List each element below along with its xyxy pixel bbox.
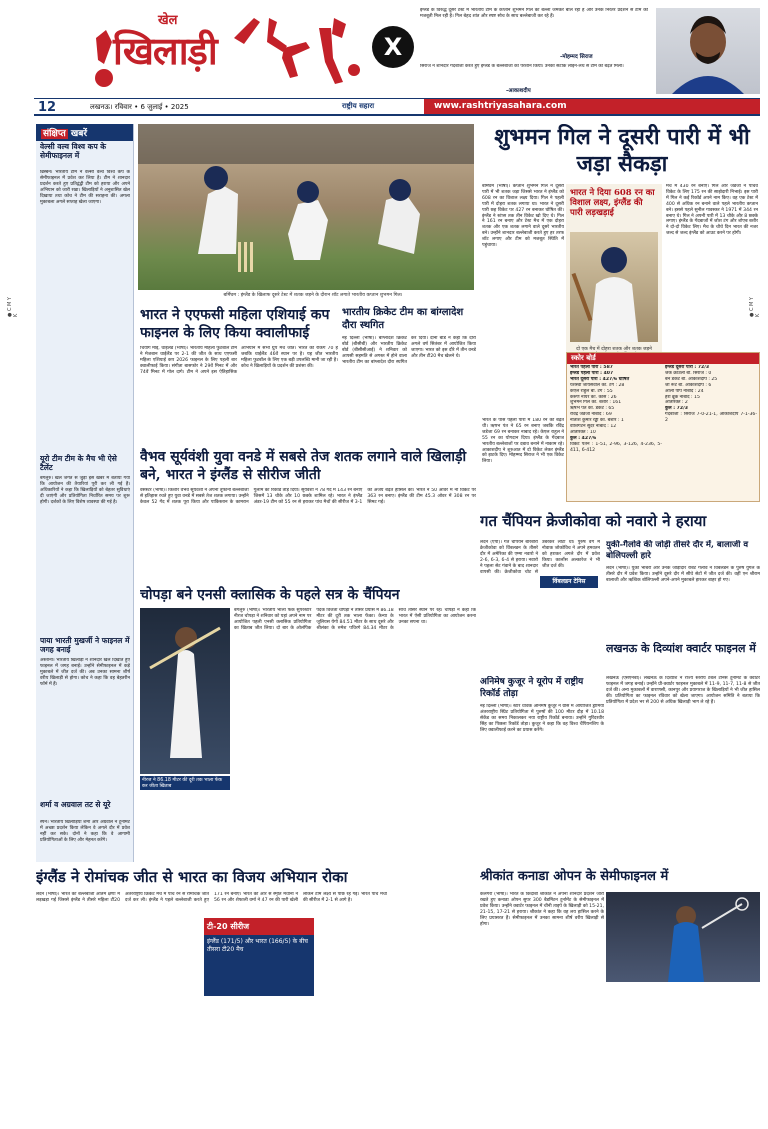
score-row: अतिरिक्त : 10 xyxy=(570,429,596,435)
registration-mark-left: ● C M Y K xyxy=(7,297,19,317)
score-row: गेंदबाजी : सिराज 7-0-21-1, आकाशदीप 7-1-36-2 xyxy=(665,412,757,424)
lead-body-2: भारत के पास पहली पारी में 180 रन की बढ़त थी। ऋषभ पंत ने 65 रन बनाए जबकि रविंद्र जडेजा 69 रन बनाकर नाबाद रहे। केएल राहुल ने 55 रन का योगदान दिया। इंग्लैंड के गेंदबाज भारतीय बल्लेबाजों पर दबाव बनाने में नाकाम रहे। आकाशदीप ने शुरुआत में दो विकेट लेकर इंग्लैंड को झटके दिए। मोहम्मद सिराज ने भी एक विकेट लिया। xyxy=(482,418,564,465)
masthead xyxy=(0,0,768,98)
quote-siraj: सिराज ने शानदार गेंदबाजी करते हुए इंग्लैंड के बल्लेबाजों को परेशान किया। उनकी सटीक लाइन-लेंथ से टीम को बढ़त मिली। xyxy=(420,64,624,69)
scoreboard-right xyxy=(665,365,757,424)
brief-body-1: ब्रिस्बेन। भारतीय टीम ने वेल्सी वल्व विश्व कप के सेमीफाइनल में प्रवेश कर लिया है। टीम ने शानदार प्रदर्शन करते हुए प्रतिद्वंद्वी टीम को हराया और अपने अभियान को जारी रखा। खिलाड़ियों ने अनुशासित खेल दिखाया तथा कोच ने टीम की सराहना की। अगला मुकाबला अगले सप्ताह खेला जाएगा। xyxy=(40,170,130,205)
score-row: इंग्लैंड दूसरी पारी : 72/3 xyxy=(665,365,710,370)
quote-author-1: -मोहम्मद सिराज xyxy=(560,54,593,60)
vaibhav-body: वर्सेस्टर (भाषा)। किशोर वैभव सूर्यवंशी ने अपनी तूफानी बल्लेबाजी से इतिहास रचते हुए युवा वनडे में सबसे तेज शतक लगाया। उन्होंने केवल 52 गेंद में शतक पूरा किया और पाकिस्तान के कामरान गुलाम का रिकॉर्ड तोड़ दिया। सूर्यवंशी ने 78 गेंद में 143 रन बनाए जिसमें 13 चौके और 10 छक्के शामिल रहे। भारत ने इंग्लैंड अंडर-19 टीम को 55 रन से हराकर पांच मैचों की सीरीज में 3-1 की अजेय बढ़त हासिल की। भारत ने 50 ओवर में नौ विकेट पर 363 रन बनाए। इंग्लैंड की टीम 45.3 ओवर में 308 रन पर सिमट गई। xyxy=(140,488,476,505)
srikanth-body: कैलगरी (भाषा)। भारत के किदांबी श्रीकांत ने अपना शानदार प्रदर्शन जारी रखते हुए कनाडा ओपन सुपर 300 बैडमिंटन टूर्नामेंट के सेमीफाइनल में प्रवेश किया। उन्होंने क्वार्टर फाइनल में चीनी ताइपे के खिलाड़ी को 15-21, 21-15, 17-21 से हराया। श्रीकांत ने कहा कि वह लय हासिल करने के लिए प्रयासरत हैं। सेमीफाइनल में उनका सामना शीर्ष वरीय खिलाड़ी से होगा। xyxy=(480,892,604,927)
score-row: भारत दूसरी पारी : 427/6 घोषित xyxy=(570,376,630,382)
gill-photo-caption: दो एक मैच में दोहरा शतक और शतक जड़ने xyxy=(576,347,652,352)
lead-photo-caption: बर्मिंघम : इंग्लैंड के खिलाफ दूसरे टेस्ट में शतक जड़ने के दौरान शॉट लगाते भारतीय कप्तान शुभमन गिल। xyxy=(223,293,403,298)
chopra-headline: चोपड़ा बने एनसी क्लासिक के पहले सत्र के चैंपियन xyxy=(140,587,400,603)
t20-box-text: इंग्लैंड (171/5) और भारत (166/5) के बीच तीसरा टी20 मैच xyxy=(207,938,308,953)
scoreboard xyxy=(566,352,760,502)
score-row: करुण नायर का. कार्स : 26 xyxy=(570,394,617,400)
score-row: कुल : 427/6 xyxy=(570,435,597,441)
publisher-logo: राष्ट्रीय सहारा xyxy=(342,102,375,110)
score-row: अतिरिक्त : 2 xyxy=(665,400,688,406)
quote-gill: इंग्लैंड के विरुद्ध दूसरे टेस्ट में भारतीय टीम के कप्तान शुभमन गिल का बल्ला जमकर बोल रहा है और उनके निरंतर प्रदर्शन से टीम को मजबूती मिल रही है। गिल बेहद शांत और स्पष्ट सोच के साथ बल्लेबाजी कर रहे हैं। xyxy=(420,8,648,19)
score-row: यशस्वी जायसवाल का. टंग : 28 xyxy=(570,382,625,388)
date-line: लखनऊ। रविवार • 6 जुलाई • 2025 xyxy=(90,103,189,111)
score-row: नीतीश कुमार रेड्डी का. बशीर : 1 xyxy=(570,418,624,424)
brief-column xyxy=(36,124,134,862)
quali-body: चियांग माई, थाईलैंड (भाषा)। भारतीय महिला फुटबॉल टीम ने मेजबान थाईलैंड पर 2-1 की जीत के साथ एएफसी महिला एशियाई कप 2026 फाइनल के लिए पहली बार क्वालीफाई किया। संगीता बासफोर ने 29वें मिनट में और 74वें मिनट में गोल दागे। टीम ने अपने इस ऐतिहासिक अभियान में सभी ग्रुप मैच जीते। भारत की रैंकिंग 70 है जबकि थाईलैंड 46वें स्थान पर है। यह जीत भारतीय महिला फुटबॉल के लिए एक बड़ी उपलब्धि मानी जा रही है। कोच ने खिलाड़ियों के प्रदर्शन की प्रशंसा की। xyxy=(140,346,338,375)
lead-body-1: बर्मिंघम (भाषा)। कप्तान शुभमन गिल ने दूसरी पारी में भी शतक जड़ा जिससे भारत ने इंग्लैंड को 608 रन का विशाल लक्ष्य दिया। गिल ने पहली पारी में दोहरा शतक लगाया था। भारत ने दूसरी पारी छह विकेट पर 427 रन बनाकर घोषित की। इंग्लैंड ने स्टंप्स तक तीन विकेट खो दिए थे। गिल ने 161 रन बनाए और टेस्ट मैच में एक दोहरा शतक और एक शतक लगाने वाले दूसरे भारतीय बने। उन्होंने शानदार बल्लेबाजी करते हुए हर तरफ शॉट लगाए और टीम को मजबूत स्थिति में पहुंचाया। xyxy=(482,184,564,249)
score-row: जो रूट बो. आकाशदीप : 6 xyxy=(665,382,712,388)
scoreboard-title: स्कोर बोर्ड xyxy=(567,353,759,364)
brief-body-4: स्पेन। भारतीय खिलाड़ियों शर्मा और अग्रवाल ने टूर्नामेंट में अच्छा प्रदर्शन किया लेकिन वे अगले दौर में प्रवेश नहीं कर सके। दोनों ने कहा कि वे आगामी प्रतियोगिताओं के लिए और मेहनत करेंगे। xyxy=(40,820,130,843)
website-box xyxy=(424,99,760,114)
score-row: विकेट पतन : 1-51, 2-96, 3-126, 4-236, 5-411, 6-412 xyxy=(570,441,662,453)
website-url: www.rashtriyasahara.com xyxy=(434,101,567,111)
score-row: बेन डकेट बो. आकाशदीप : 25 xyxy=(665,376,718,382)
lead-headline: शुभमन गिल ने दूसरी पारी में भी जड़ा सैकड़ा xyxy=(494,124,750,177)
score-row: शुभमन गिल का. बशीर : 161 xyxy=(570,400,622,406)
chopra-body: बेंगलुरु (भाषा)। भारतीय भाला फेंक सुपरस्टार नीरज चोपड़ा ने शनिवार को यहां अपने नाम पर आयोजित पहली एनसी क्लासिक प्रतियोगिता का खिताब जीत लिया। दो बार के ओलंपिक पदक विजेता चोपड़ा ने तीसरे प्रयास में 86.18 मीटर की दूरी तक भाला फेंका। केन्या के जूलियस येगो 84.51 मीटर के साथ दूसरे और श्रीलंका के रुमेश पथिरगे 84.34 मीटर के साथ तीसरे स्थान पर रहे। चोपड़ा ने कहा कि भारत में ऐसी प्रतियोगिता का आयोजन करना उनका सपना था। xyxy=(234,608,476,631)
registration-mark-right: ● C M Y K xyxy=(749,297,761,317)
score-row: रविंद्र जडेजा नाबाद : 69 xyxy=(570,412,612,418)
scoreboard-left xyxy=(570,365,662,454)
yuki-headline: युकी-गैलोवे की जोड़ी तीसरे दौर में, बालाजी व बोलिपल्ली हारे xyxy=(606,540,749,561)
quali-headline: भारत ने एएफसी महिला एशियाई कप फाइनल के लिए किया क्वालीफाई xyxy=(140,307,330,341)
player-portrait xyxy=(656,8,760,94)
brand-title: खिलाड़ी xyxy=(113,28,217,73)
brief-title-3: पाया भारती मुखर्जी ने फाइनल में जगह बनाई xyxy=(40,636,130,654)
kujur-body: नई दिल्ली (भाषा)। स्टार धावक अनिमेष कुजूर ने ग्रीस में आयोजित ड्रोमिया अंतरराष्ट्रीय स्प्रिंट प्रतियोगिता में पुरुषों की 100 मीटर दौड़ में 10.18 सेकेंड का समय निकालकर नया राष्ट्रीय रिकॉर्ड बनाया। उन्होंने गुरिंदरवीर सिंह का पिछला रिकॉर्ड तोड़ा। कुजूर ने कहा कि वह विश्व चैंपियनशिप के लिए क्वालीफाई करने का प्रयास करेंगे। xyxy=(480,704,604,733)
srikanth-photo xyxy=(606,892,760,982)
srikanth-headline: श्रीकांत कनाडा ओपन के सेमीफाइनल में xyxy=(480,869,669,884)
navarro-headline: गत चैंपियन क्रेजीकोवा को नवारो ने हराया xyxy=(480,512,707,530)
brief-tag-a: संक्षिप्त xyxy=(43,129,66,139)
brief-title-2: यूरो टीम टीम के मैच भी ऐसे टैलेंट xyxy=(40,454,117,472)
yuki-body: लंदन (भाषा)। युकी भांबरी और उनके जोड़ीदार रॉबर्ट गैलोवे ने विंबलडन के पुरुष युगल के तीसरे दौर में प्रवेश किया। उन्होंने दूसरे दौर में सीधे सेटों में जीत दर्ज की। वहीं एन श्रीराम बालाजी और ऋत्विक बोलिपल्ली अपने-अपने मुकाबले हारकर बाहर हो गए। xyxy=(606,566,760,583)
brief-title-4: शर्मा व अग्रवाल तट से यूरे xyxy=(40,800,111,809)
score-row: हैरी ब्रूक नाबाद : 15 xyxy=(665,394,700,400)
vaibhav-headline: वैभव सूर्यवंशी युवा वनडे में सबसे तेज शतक लगाने वाले खिलाड़ी बने, भारत ने इंग्लैंड से सीरीज जीती xyxy=(140,449,467,483)
brand-small: खेल xyxy=(158,13,178,28)
gill-photo xyxy=(570,232,658,342)
t20-box-title: टी-20 सीरीज xyxy=(204,918,314,935)
score-row: ओली पोप नाबाद : 24 xyxy=(665,388,704,394)
t20-box xyxy=(204,918,314,996)
lucknow-headline: लखनऊ के दिव्यांश क्वार्टर फाइनल में xyxy=(606,642,756,655)
score-row: कुल : 72/3 xyxy=(665,406,688,412)
score-row: वाशिंगटन सुंदर नाबाद : 12 xyxy=(570,424,617,430)
bottom-body: लंदन (भाषा)। भारत की बल्लेबाजी अंतिम क्षणों में लड़खड़ा गई जिससे इंग्लैंड ने तीसरे महिला टी20 अंतरराष्ट्रीय क्रिकेट मैच में पांच रन से रोमांचक जीत दर्ज कर ली। इंग्लैंड ने पहले बल्लेबाजी करते हुए 171 रन बनाए। भारत की ओर से स्मृति मंधाना ने 56 रन और शेफाली वर्मा ने 47 रन की पारी खेली लेकिन टीम लक्ष्य से पीछे रह गई। भारत पांच मैचों की सीरीज में 2-1 से आगे है। xyxy=(36,892,387,903)
lead-right-column: मैच में 430 रन बनाए। गिल और जडेजा ने पांचवें विकेट के लिए 175 रन की साझेदारी निभाई। इस पारी में गिल ने कई रिकॉर्ड अपने नाम किए। वह एक टेस्ट में 400 से अधिक रन बनाने वाले पहले भारतीय कप्तान बने। इससे पहले सुनील गावस्कर ने 1971 में 344 रन बनाए थे। गिल ने अपनी पारी में 13 चौके और 8 छक्के लगाए। इंग्लैंड के गेंदबाजों में जोश टंग और शोएब बशीर ने दो-दो विकेट लिए। मैच के चौथे दिन भारत की नजर जल्द से जल्द इंग्लैंड को आउट करने पर होगी। xyxy=(666,184,758,237)
x-logo-circle xyxy=(372,26,414,68)
header-bar xyxy=(34,98,760,116)
lead-photo xyxy=(138,124,474,290)
score-row: जैक क्रॉउली बो. सिराज : 0 xyxy=(665,370,712,376)
lead-inset-title: भारत ने दिया 608 रन का विशाल लक्ष्य, इंग्लैंड की पारी लड़खड़ाई xyxy=(570,188,655,218)
score-row: इंग्लैंड पहली पारी : 407 xyxy=(570,370,614,376)
brief-body-3: अस्ताना। भारतीय खिलाड़ी ने शानदार खेल दिखाते हुए फाइनल में जगह बनाई। उन्होंने सेमीफाइनल में कड़े मुकाबले में जीत दर्ज की। अब उनका सामना शीर्ष वरीय खिलाड़ी से होगा। कोच ने कहा कि वह बेहतरीन फॉर्म में हैं। xyxy=(40,658,130,687)
lucknow-body: लखनऊ (एसएनबी)। लखनऊ के दिव्यांश ने राज्य स्तरीय टेबल टेनिस टूर्नामेंट के क्वार्टर फाइनल में जगह बनाई। उन्होंने प्री-क्वार्टर फाइनल मुकाबले में 11-9, 11-7, 11-8 से जीत दर्ज की। अन्य मुकाबलों में वाराणसी, कानपुर और प्रयागराज के खिलाड़ियों ने भी जीत हासिल की। प्रतियोगिता का फाइनल रविवार को खेला जाएगा। आयोजन समिति ने बताया कि प्रतियोगिता में प्रदेश भर से 200 से अधिक खिलाड़ी भाग ले रहे हैं। xyxy=(606,676,760,705)
bottom-headline: इंग्लैंड ने रोमांचक जीत से भारत का विजय अभियान रोका xyxy=(36,868,348,886)
bangla-headline: भारतीय क्रिकेट टीम का बांग्लादेश दौरा स्थगित xyxy=(342,307,464,331)
brief-title-1: वेल्सी वल्व विश्व कप के सेमीफाइनल में xyxy=(40,142,107,160)
score-row: केएल राहुल बो. टंग : 55 xyxy=(570,388,613,394)
score-row: भारत पहली पारी : 587 xyxy=(570,365,613,370)
quote-author-2: -आकाशदीप xyxy=(506,88,531,94)
chopra-photo-caption xyxy=(140,776,230,790)
chopra-photo xyxy=(140,608,230,774)
score-row: ऋषभ पंत का. डकेट : 65 xyxy=(570,406,615,412)
brief-body-2: बेंगलुरु। खेल जगत से जुड़ी इस खबर में बताया गया कि आयोजन की तैयारियां पूरी कर ली गई हैं। अधिकारियों ने कहा कि खिलाड़ियों को बेहतर सुविधाएं दी जाएंगी और प्रतियोगिता निर्धारित समय पर शुरू होगी। दर्शकों के लिए विशेष व्यवस्था की गई है। xyxy=(40,476,130,505)
kujur-headline: अनिमेष कुजूर ने यूरोप में राष्ट्रीय रिकॉर्ड तोड़ा xyxy=(480,677,584,699)
navarro-body: लंदन (एपी)। गत चैंपियन बारबोरा क्रेजीकोवा को विंबलडन के तीसरे दौर में अमेरिका की एम्मा नवारो ने 2-6, 6-3, 6-4 से हराया। नवारो ने पहला सेट गंवाने के बाद शानदार वापसी की। क्रेजीकोवा चोट से उबरकर लौटी थीं। पुरुष वर्ग में नोवाक जोकोविच ने अपने हमवतन को हराकर अगले दौर में प्रवेश किया। कार्लोस अल्कारेज ने भी जीत दर्ज की। xyxy=(480,540,600,575)
wimbledon-tag-text: विंबलडन टेनिस xyxy=(552,578,586,585)
page-number: 12 xyxy=(38,100,57,115)
x-logo-icon: X xyxy=(383,33,403,61)
brief-header xyxy=(36,124,133,141)
chopra-caption-text: नीरज ने 86.18 मीटर की दूरी तक भाला फेंक कर जीता खिताब xyxy=(142,778,223,789)
bangla-body: नई दिल्ली (भाषा)। बांग्लादेश क्रिकेट बोर्ड (बीसीबी) और भारतीय क्रिकेट बोर्ड (बीसीसीआई) ने शनिवार को आपसी सहमति से अगस्त में होने वाला भारतीय टीम का बांग्लादेश दौरा स्थगित कर दिया। दोनों बोर्ड ने कहा कि दौरा अगले वर्ष सितंबर में आयोजित किया जाएगा। भारत को इस दौरे में तीन वनडे और तीन टी20 मैच खेलने थे। xyxy=(342,336,476,365)
brief-tag-b: खबरें xyxy=(70,129,88,139)
wimbledon-tag xyxy=(540,576,598,588)
